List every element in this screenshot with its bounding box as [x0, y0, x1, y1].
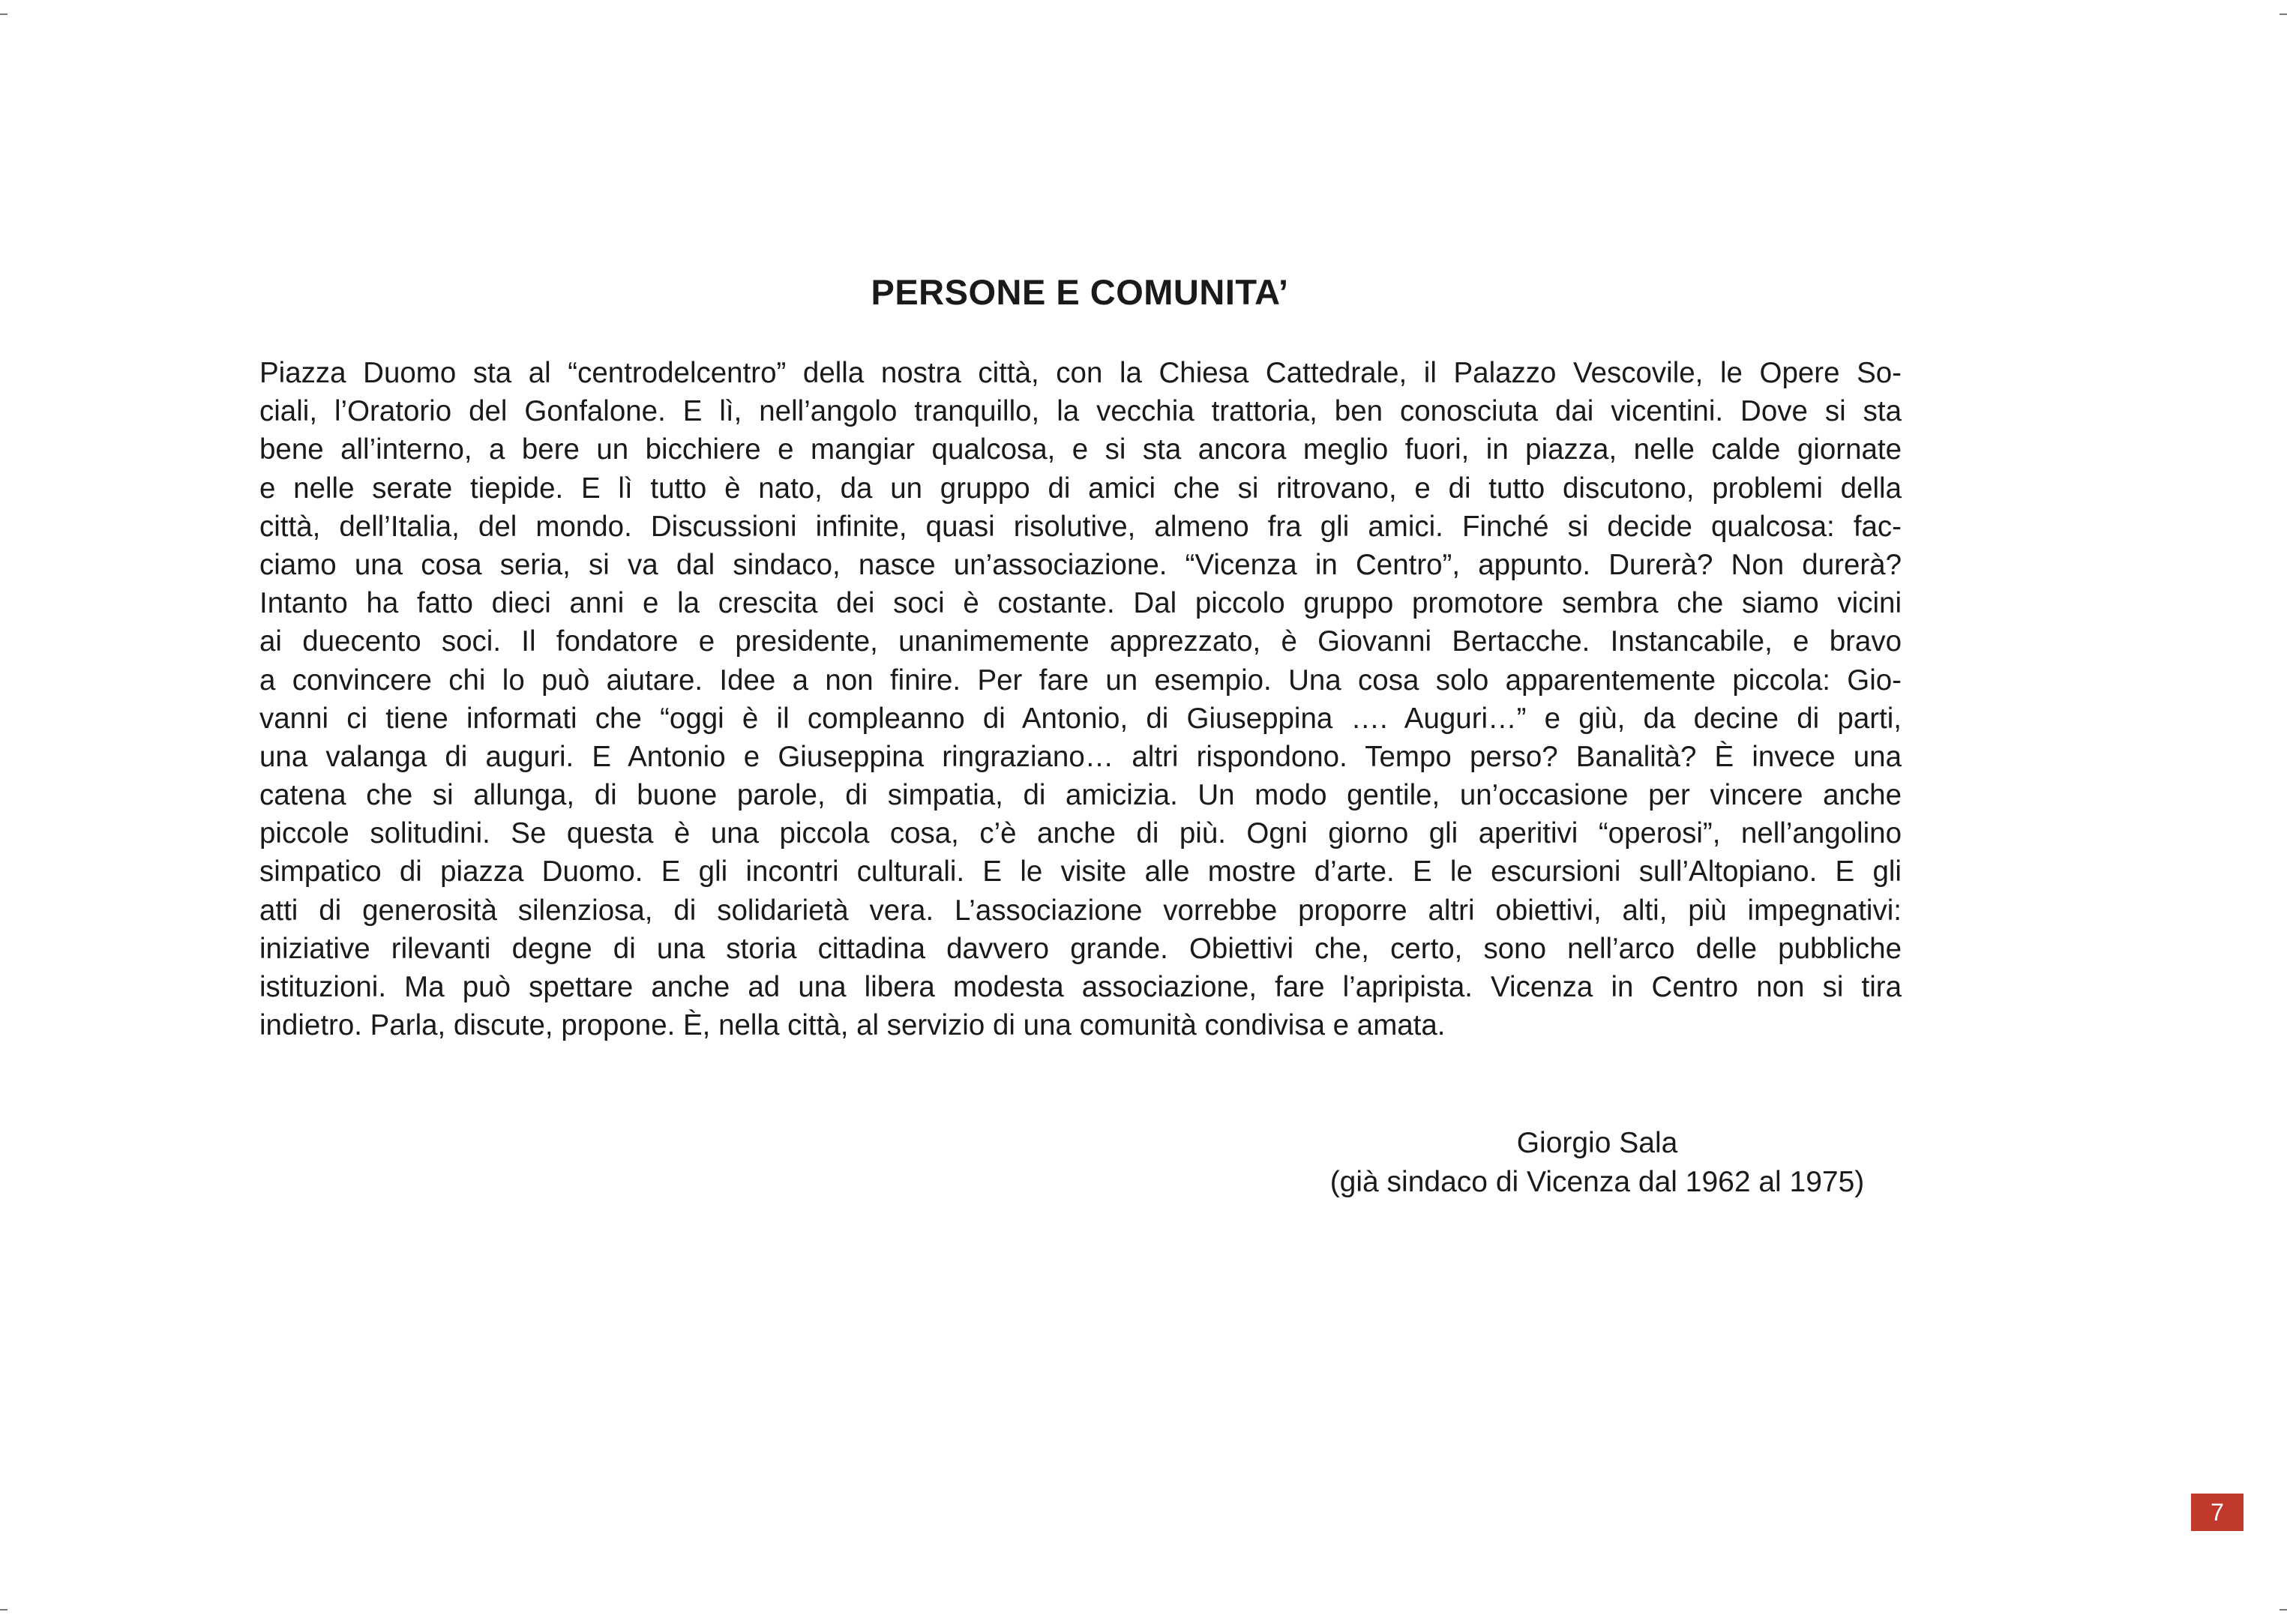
- body-line: bene all’interno, a bere un bicchiere e mangiar qualcosa, e si sta ancora meglio fuori, in piazza, nelle calde giornate: [259, 433, 1902, 466]
- body-line: città, dell’Italia, del mondo. Discussioni infinite, quasi risolutive, almeno fra gli amici. Finché si decide qualcosa: fac-: [259, 510, 1902, 543]
- body-line: istituzioni. Ma può spettare anche ad una libera modesta associazione, fare l’apripista. Vicenza in Centro non si tira: [259, 971, 1902, 1003]
- body-line: ciali, l’Oratorio del Gonfalone. E lì, nell’angolo tranquillo, la vecchia trattoria, ben conosciuta dai vicentini. Dove si sta: [259, 395, 1902, 428]
- body-line: ai duecento soci. Il fondatore e presidente, unanimemente apprezzato, è Giovanni Bertacche. Instancabile, e bravo: [259, 625, 1902, 658]
- body-text: [259, 354, 1902, 1044]
- signature: [1245, 1124, 1950, 1202]
- body-line: una valanga di auguri. E Antonio e Giuseppina ringraziano… altri rispondono. Tempo perso? Banalità? È invece una: [259, 740, 1902, 773]
- page-title: PERSONE E COMUNITA’: [871, 272, 1289, 312]
- body-line: indietro. Parla, discute, propone. È, nella città, al servizio di una comunità condivisa e amata.: [259, 1009, 1446, 1042]
- page-number: 7: [2191, 1494, 2244, 1531]
- body-line: iniziative rilevanti degne di una storia cittadina davvero grande. Obiettivi che, certo, sono nell’arco delle pubbliche: [259, 932, 1902, 965]
- crop-mark-bottom-right: [2280, 1609, 2287, 1611]
- body-line: catena che si allunga, di buone parole, di simpatia, di amicizia. Un modo gentile, un’occasione per vincere anche: [259, 779, 1902, 812]
- body-line: vanni ci tiene informati che “oggi è il compleanno di Antonio, di Giuseppina …. Auguri…” e giù, da decine di parti,: [259, 702, 1902, 735]
- body-line: Intanto ha fatto dieci anni e la crescita dei soci è costante. Dal piccolo gruppo promotore sembra che siamo vicini: [259, 587, 1902, 620]
- crop-mark-top-left: [0, 13, 7, 15]
- body-line: a convincere chi lo può aiutare. Idee a non finire. Per fare un esempio. Una cosa solo apparentemente piccola: Gio-: [259, 664, 1902, 697]
- signature-role: (già sindaco di Vicenza dal 1962 al 1975): [1329, 1166, 1865, 1198]
- signature-name: Giorgio Sala: [1516, 1127, 1678, 1159]
- crop-mark-top-right: [2280, 13, 2287, 15]
- body-line: simpatico di piazza Duomo. E gli incontri culturali. E le visite alle mostre d’arte. E le escursioni sull’Altopiano. E gli: [259, 855, 1902, 888]
- crop-mark-bottom-left: [0, 1609, 7, 1611]
- body-line: e nelle serate tiepide. E lì tutto è nato, da un gruppo di amici che si ritrovano, e di tutto discutono, problemi della: [259, 472, 1902, 505]
- body-line: ciamo una cosa seria, si va dal sindaco, nasce un’associazione. “Vicenza in Centro”, appunto. Durerà? Non durerà?: [259, 548, 1902, 581]
- body-line: atti di generosità silenziosa, di solidarietà vera. L’associazione vorrebbe proporre altri obiettivi, alti, più impegnativi:: [259, 894, 1902, 927]
- body-line: piccole solitudini. Se questa è una piccola cosa, c’è anche di più. Ogni giorno gli aperitivi “operosi”, nell’angolino: [259, 817, 1902, 850]
- body-line: Piazza Duomo sta al “centrodelcentro” della nostra città, con la Chiesa Cattedrale, il Palazzo Vescovile, le Opere So-: [259, 357, 1902, 389]
